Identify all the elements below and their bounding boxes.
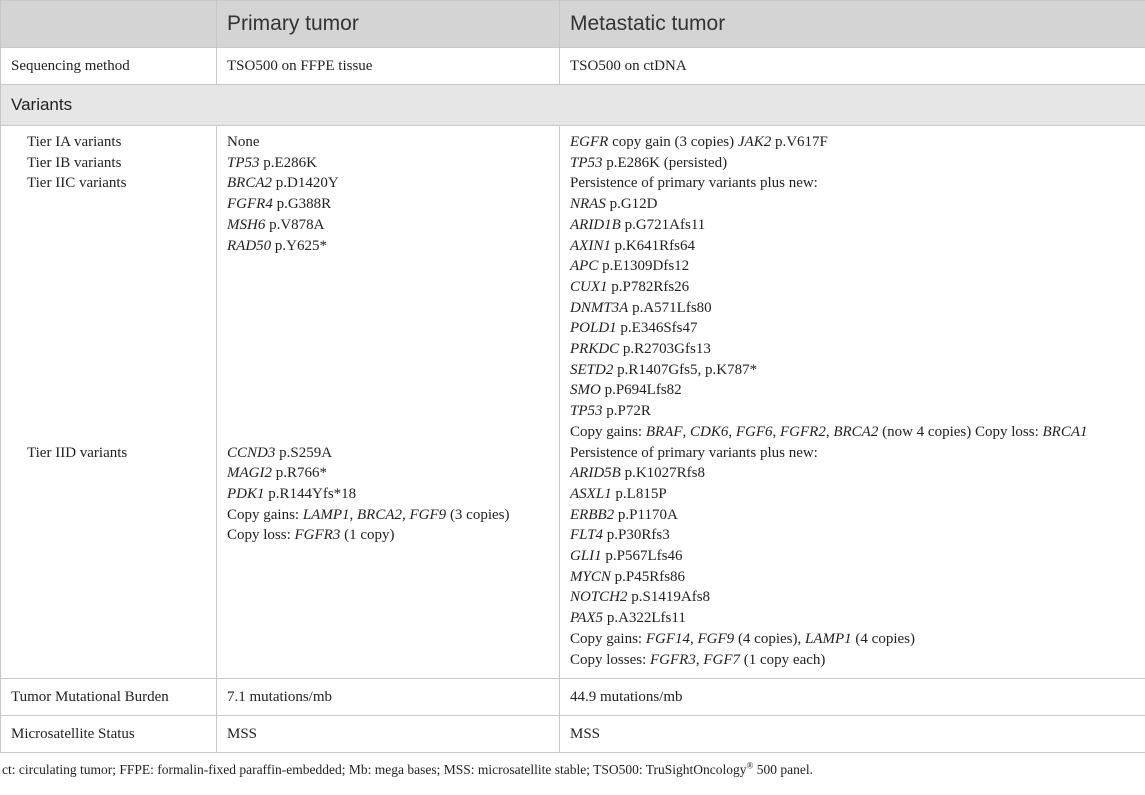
gene-name: ARID5B — [570, 465, 621, 482]
metastatic-cell — [560, 153, 1145, 174]
variant-text: p.E1309Dfs12 — [598, 258, 690, 275]
primary-cell: TSO500 on FFPE tissue — [217, 48, 560, 85]
variant-line — [570, 525, 1135, 546]
row-label: Tier IID variants — [1, 443, 217, 679]
variant-text: (1 copy) — [340, 527, 395, 544]
variant-line — [570, 132, 1135, 153]
variant-text: p.Y625* — [271, 237, 328, 254]
variant-text: Copy gains: — [570, 423, 646, 440]
variant-text: p.P694Lfs82 — [600, 382, 682, 399]
variant-text: Persistence of primary variants plus new: — [570, 444, 818, 461]
row-label: Tier IIC variants — [1, 173, 217, 442]
registered-mark: ® — [746, 760, 754, 771]
gene-name: SMO — [570, 382, 601, 399]
footnote-tail: 500 panel. — [753, 762, 813, 778]
row-tier-ia — [1, 126, 1145, 153]
variant-text: None — [227, 134, 260, 150]
gene-name: TP53 — [227, 154, 260, 171]
variant-line — [570, 608, 1135, 629]
gene-name: MAGI2 — [227, 465, 272, 482]
variant-text: p.L815P — [611, 485, 667, 502]
gene-name: LAMP1 — [805, 630, 852, 647]
gene-name: FGF9 — [697, 630, 735, 647]
metastatic-cell — [560, 443, 1145, 679]
variant-line — [570, 401, 1135, 422]
footnote-text: ct: circulating tumor; FFPE: formalin-fixed paraffin-embedded; Mb: mega bases; MSS: microsatellite stable; TSO500: TruSightOncology — [2, 762, 747, 778]
variant-line — [227, 194, 549, 215]
variant-line — [570, 153, 1135, 174]
gene-name: FGF9 — [409, 506, 447, 523]
variant-text: (now 4 copies) Copy loss: — [878, 423, 1043, 440]
gene-name: FGFR4 — [227, 196, 273, 213]
variant-text: p.S1419Afs8 — [627, 589, 711, 606]
variant-text: (4 copies), — [734, 630, 805, 647]
variant-line — [227, 525, 549, 546]
variant-text: p.A322Lfs11 — [603, 610, 686, 627]
gene-name: SETD2 — [570, 361, 614, 378]
variant-line — [227, 443, 549, 464]
variant-line — [570, 443, 1135, 464]
variant-line — [570, 339, 1135, 360]
variant-text: p.G12D — [605, 196, 658, 213]
variant-text: , — [690, 630, 698, 647]
gene-name: FLT4 — [570, 527, 604, 544]
gene-name: GLI1 — [570, 548, 602, 565]
gene-name: NRAS — [570, 196, 606, 213]
variant-text: p.P782Rfs26 — [607, 278, 690, 295]
section-row-variants — [1, 85, 1145, 126]
gene-name: AXIN1 — [570, 237, 611, 254]
variant-line — [570, 587, 1135, 608]
variant-text: p.K1027Rfs8 — [620, 465, 705, 482]
variant-line — [570, 567, 1135, 588]
header-metastatic-tumor: Metastatic tumor — [560, 1, 1145, 48]
section-title: Variants — [1, 85, 1145, 126]
variant-text: Copy losses: — [570, 651, 651, 668]
variant-line — [227, 153, 549, 174]
variant-text: p.P567Lfs46 — [601, 548, 683, 565]
variant-line — [570, 505, 1135, 526]
variant-text: (3 copies) — [446, 506, 510, 523]
variant-text: , — [349, 506, 358, 523]
row-microsatellite-status — [1, 716, 1145, 753]
gene-name: BRAF — [645, 423, 683, 440]
variant-text: copy gain (3 copies) — [608, 134, 738, 150]
gene-name: FGF14 — [645, 630, 691, 647]
row-label: Microsatellite Status — [1, 716, 217, 753]
variant-text: p.S259A — [275, 444, 333, 461]
gene-name: PAX5 — [570, 610, 604, 627]
row-label: Tier IB variants — [1, 153, 217, 174]
variant-text: p.E286K — [259, 154, 318, 171]
metastatic-cell — [560, 173, 1145, 442]
metastatic-cell: MSS — [560, 716, 1145, 753]
gene-name: RAD50 — [227, 237, 272, 254]
metastatic-cell: TSO500 on ctDNA — [560, 48, 1145, 85]
variant-line — [227, 215, 549, 236]
variant-text: p.E346Sfs47 — [616, 320, 698, 337]
variant-line — [227, 132, 549, 153]
gene-name: BRCA1 — [1042, 423, 1088, 440]
gene-name: BRCA2 — [227, 175, 272, 192]
gene-name: FGFR3 — [294, 527, 341, 544]
row-label: Tumor Mutational Burden — [1, 679, 217, 716]
variant-text: , — [825, 423, 834, 440]
primary-cell — [217, 173, 560, 442]
row-sequencing-method — [1, 48, 1145, 85]
variant-text: p.R766* — [272, 465, 328, 482]
variant-text: p.R144Yfs*18 — [264, 485, 357, 502]
variant-line — [570, 215, 1135, 236]
variant-line — [570, 484, 1135, 505]
variant-text: p.P72R — [602, 403, 651, 420]
variant-text: p.R1407Gfs5, p.K787* — [613, 361, 758, 378]
variant-line — [227, 484, 549, 505]
gene-name: TP53 — [570, 403, 603, 420]
table-footnote — [0, 753, 1145, 778]
primary-cell — [217, 153, 560, 174]
variant-line — [570, 277, 1135, 298]
primary-cell — [217, 443, 560, 679]
gene-name: FGFR3 — [650, 651, 696, 668]
gene-name: TP53 — [570, 154, 603, 171]
gene-name: BRCA2 — [357, 506, 403, 523]
variant-text: p.P45Rfs86 — [610, 568, 686, 585]
variant-line — [570, 463, 1135, 484]
gene-name: ASXL1 — [570, 485, 612, 502]
gene-name: FGF6 — [735, 423, 773, 440]
gene-name: MSH6 — [227, 216, 266, 233]
gene-name: DNMT3A — [570, 299, 629, 316]
gene-name: EGFR — [570, 134, 609, 150]
variant-text: Copy gains: — [570, 630, 646, 647]
gene-name: ERBB2 — [570, 506, 615, 523]
header-primary-tumor: Primary tumor — [217, 1, 560, 48]
gene-name: FGFR2 — [780, 423, 826, 440]
variant-line — [570, 236, 1135, 257]
variant-line — [570, 194, 1135, 215]
gene-name: JAK2 — [737, 134, 772, 150]
variant-line — [227, 463, 549, 484]
gene-name: POLD1 — [570, 320, 617, 337]
variant-text: p.R2703Gfs13 — [619, 341, 711, 358]
row-tier-ib — [1, 153, 1145, 174]
variant-text: p.G388R — [272, 196, 332, 213]
gene-name: MYCN — [570, 568, 611, 585]
variant-line — [227, 236, 549, 257]
variant-text: p.V617F — [771, 134, 828, 150]
row-label: Tier IA variants — [1, 126, 217, 153]
variant-text: p.V878A — [265, 216, 325, 233]
gene-name: APC — [570, 258, 599, 275]
variant-text: (4 copies) — [851, 630, 915, 647]
gene-name: CDK6 — [690, 423, 729, 440]
gene-name: CUX1 — [570, 278, 608, 295]
variant-line — [570, 546, 1135, 567]
variant-line — [570, 650, 1135, 671]
row-tier-iic — [1, 173, 1145, 442]
variant-text: Copy loss: — [227, 527, 295, 544]
variant-line — [227, 173, 549, 194]
metastatic-cell — [560, 126, 1145, 153]
row-tier-iid — [1, 443, 1145, 679]
variant-text: (1 copy each) — [740, 651, 826, 668]
header-row — [1, 1, 1145, 48]
variant-text: , — [682, 423, 690, 440]
variant-line — [570, 380, 1135, 401]
gene-name: CCND3 — [227, 444, 276, 461]
variant-text: p.G721Afs11 — [620, 216, 706, 233]
variant-line — [570, 298, 1135, 319]
variant-line — [570, 173, 1135, 194]
row-label: Sequencing method — [1, 48, 217, 85]
gene-name: PDK1 — [227, 485, 265, 502]
variant-text: p.E286K (persisted) — [602, 154, 728, 171]
variant-line — [570, 422, 1135, 443]
variant-text: Persistence of primary variants plus new: — [570, 175, 818, 192]
primary-cell: 7.1 mutations/mb — [217, 679, 560, 716]
gene-name: PRKDC — [570, 341, 620, 358]
variant-text: p.K641Rfs64 — [610, 237, 695, 254]
variant-line — [570, 360, 1135, 381]
variant-line — [570, 318, 1135, 339]
variant-text: , — [772, 423, 781, 440]
variant-text: , — [728, 423, 736, 440]
primary-cell — [217, 126, 560, 153]
variant-line — [570, 256, 1135, 277]
variant-text: p.D1420Y — [272, 175, 339, 192]
variant-text: p.P30Rfs3 — [603, 527, 670, 544]
gene-name: NOTCH2 — [570, 589, 628, 606]
primary-cell: MSS — [217, 716, 560, 753]
variant-line — [227, 505, 549, 526]
variant-text: p.P1170A — [614, 506, 678, 523]
gene-name: BRCA2 — [833, 423, 879, 440]
variant-text: Copy gains: — [227, 506, 303, 523]
variant-text: , — [402, 506, 410, 523]
row-tumor-mutational-burden — [1, 679, 1145, 716]
header-empty-cell — [1, 1, 217, 48]
metastatic-cell: 44.9 mutations/mb — [560, 679, 1145, 716]
gene-name: ARID1B — [570, 216, 621, 233]
variant-text: p.A571Lfs80 — [628, 299, 712, 316]
gene-name: FGF7 — [703, 651, 741, 668]
gene-name: LAMP1 — [302, 506, 350, 523]
variant-line — [570, 629, 1135, 650]
variant-text: , — [695, 651, 704, 668]
